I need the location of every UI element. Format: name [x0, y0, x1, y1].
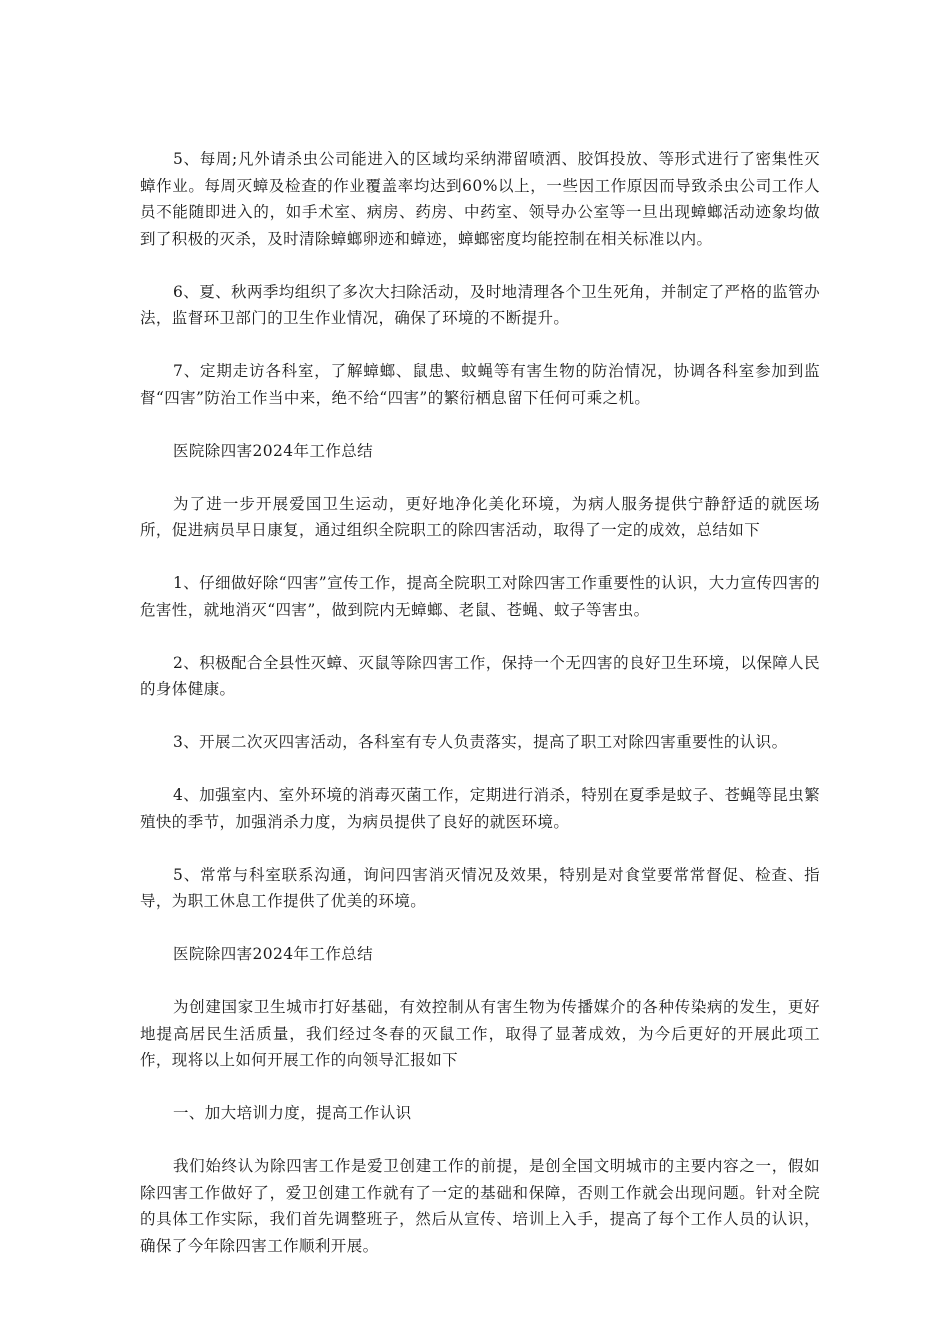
paragraph-item-5-communication: 5、常常与科室联系沟通，询问四害消灭情况及效果，特别是对食堂要常常督促、检查、指导，为职工休息工作提供了优美的环境。: [140, 865, 820, 910]
paragraph-intro-2: 为创建国家卫生城市打好基础，有效控制从有害生物为传播媒介的各种传染病的发生，更好地提高居民生活质量，我们经过冬春的灭鼠工作，取得了显著成效，为今后更好的开展此项工作，现将以上如何开展工作的向领导汇报如下: [140, 998, 820, 1069]
paragraph-item-1-publicity: 1、仔细做好除“四害”宣传工作，提高全院职工对除四害工作重要性的认识，大力宣传四害的危害性，就地消灭“四害”，做到院内无蟑螂、老鼠、苍蝇、蚊子等害虫。: [140, 574, 821, 619]
paragraph-item-3-campaigns: 3、开展二次灭四害活动，各科室有专人负责落实，提高了职工对除四害重要性的认识。: [173, 733, 788, 751]
section-heading-2: 医院除四害2024年工作总结: [173, 945, 374, 963]
document-body: [140, 146, 820, 1286]
paragraph-item-5-cockroach: 5、每周;凡外请杀虫公司能进入的区域均采纳滞留喷洒、胶饵投放、等形式进行了密集性灭蟑作业。每周灭蟑及检查的作业覆盖率均达到60%以上，一些因工作原因而导致杀虫公司工作人员不能随即进入的，如手术室、病房、药房、中药室、领导办公室等一旦出现蟑螂活动迹象均做到了积极的灭杀，及时清除蟑螂卵迹和蟑迹，蟑螂密度均能控制在相关标准以内。: [140, 150, 820, 248]
paragraph-item-2-cooperation: 2、积极配合全县性灭蟑、灭鼠等除四害工作，保持一个无四害的良好卫生环境，以保障人民的身体健康。: [140, 653, 820, 698]
section-heading-1: 医院除四害2024年工作总结: [173, 441, 374, 460]
paragraph-item-4-disinfection: 4、加强室内、室外环境的消毒灭菌工作，定期进行消杀，特别在夏季是蚊子、苍蝇等昆虫繁殖快的季节，加强消杀力度，为病员提供了良好的就医环境。: [140, 786, 820, 831]
paragraph-item-6-cleanup: 6、夏、秋两季均组织了多次大扫除活动，及时地清理各个卫生死角，并制定了严格的监管办法，监督环卫部门的卫生作业情况，确保了环境的不断提升。: [140, 282, 820, 327]
paragraph-item-7-visits: 7、定期走访各科室，了解蟑螂、鼠患、蚊蝇等有害生物的防治情况，协调各科室参加到监督“四害”防治工作当中来，绝不给“四害”的繁衍栖息留下任何可乘之机。: [140, 362, 820, 407]
subsection-heading-training: 一、加大培训力度，提高工作认识: [173, 1104, 412, 1122]
paragraph-intro-1: 为了进一步开展爱国卫生运动，更好地净化美化环境，为病人服务提供宁静舒适的就医场所，促进病员早日康复，通过组织全院职工的除四害活动，取得了一定的成效，总结如下: [140, 494, 820, 539]
paragraph-training-details: 我们始终认为除四害工作是爱卫创建工作的前提，是创全国文明城市的主要内容之一，假如除四害工作做好了，爱卫创建工作就有了一定的基础和保障，否则工作就会出现问题。针对全院的具体工作实际，我们首先调整班子，然后从宣传、培训上入手，提高了每个工作人员的认识，确保了今年除四害工作顺利开展。: [140, 1157, 820, 1255]
